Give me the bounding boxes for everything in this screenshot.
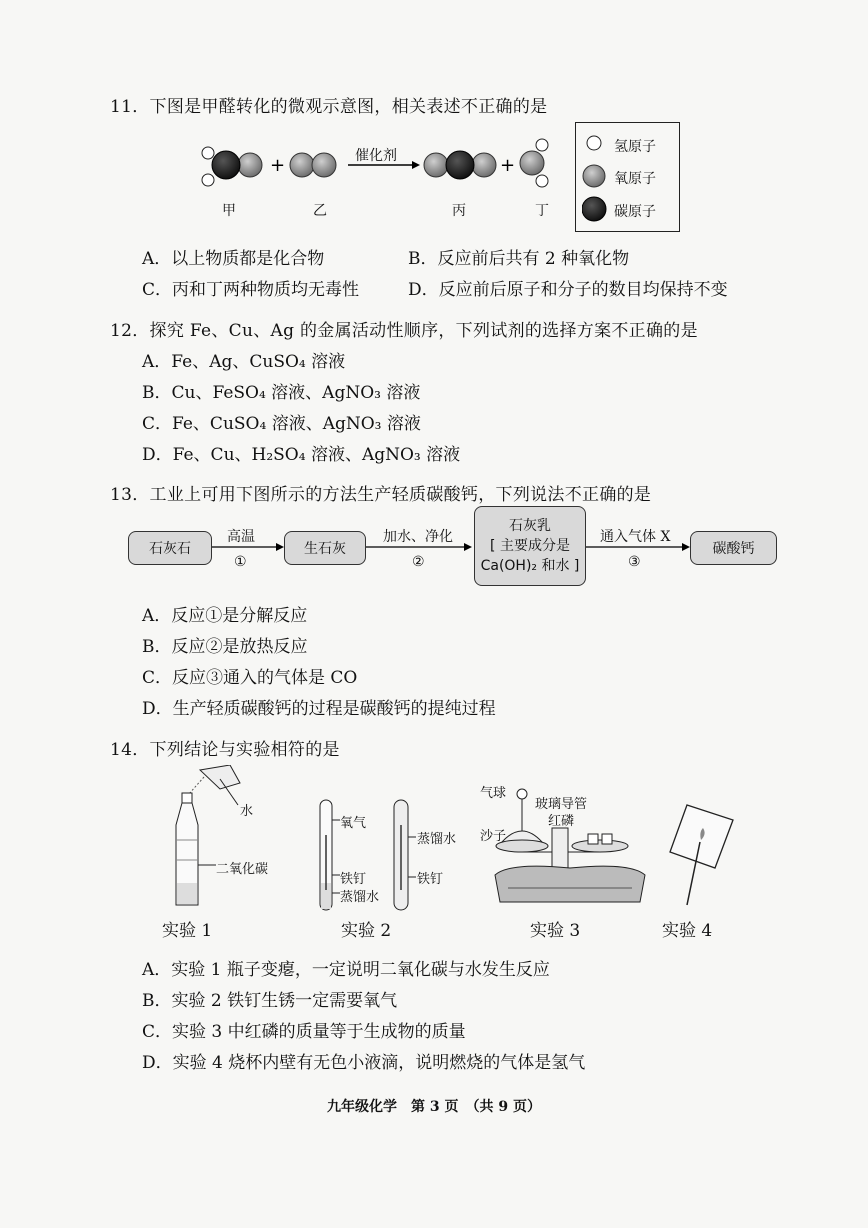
svg-text:+: + <box>500 155 516 176</box>
exp4-label: 实验 4 <box>662 921 713 941</box>
lime-milk-title: 石灰乳 <box>509 518 551 534</box>
arrow1-condition: 高温 <box>227 529 255 545</box>
legend-icons <box>582 131 608 226</box>
exp2-oxygen-label: 氧气 <box>340 816 367 831</box>
exp2-nail-label-left: 铁钉 <box>340 872 367 887</box>
q12-option-d[interactable]: D．Fe、Cu、H₂SO₄ 溶液、AgNO₃ 溶液 <box>142 445 461 465</box>
q11-option-d[interactable]: D．反应前后原子和分子的数目均保持不变 <box>408 280 728 300</box>
exp2-nail-label-right: 铁钉 <box>417 872 444 887</box>
exp1-label: 实验 1 <box>162 921 213 941</box>
q12-stem: 12．探究 Fe、Cu、Ag 的金属活动性顺序，下列试剂的选择方案不正确的是 <box>110 321 698 341</box>
q13-option-c[interactable]: C．反应③通入的气体是 CO <box>142 668 358 688</box>
q14-option-c[interactable]: C．实验 3 中红磷的质量等于生成物的质量 <box>142 1022 466 1042</box>
exp1-water-label: 水 <box>240 804 254 819</box>
exp3-label: 实验 3 <box>530 921 581 941</box>
exp1-co2-label: 二氧化碳 <box>216 862 269 877</box>
q13-option-d[interactable]: D．生产轻质碳酸钙的过程是碳酸钙的提纯过程 <box>142 699 496 719</box>
q11-option-b[interactable]: B．反应前后共有 2 种氧化物 <box>408 249 630 269</box>
arrow2-condition: 加水、净化 <box>383 529 453 545</box>
q14-stem: 14．下列结论与实验相符的是 <box>110 740 340 760</box>
arrow1-number: ① <box>234 554 247 570</box>
catalyst-label: 催化剂 <box>355 148 397 164</box>
svg-text:+: + <box>270 155 286 176</box>
lime-milk-components: Ca(OH)₂ 和水 ] <box>480 558 580 574</box>
q14-option-d[interactable]: D．实验 4 烧杯内壁有无色小液滴，说明燃烧的气体是氢气 <box>142 1053 586 1073</box>
box-limestone: 石灰石 <box>128 531 212 565</box>
legend-hydrogen: 氢原子 <box>614 139 656 155</box>
q11-option-a[interactable]: A．以上物质都是化合物 <box>142 249 325 269</box>
exp2-label: 实验 2 <box>341 921 392 941</box>
q12-option-b[interactable]: B．Cu、FeSO₄ 溶液、AgNO₃ 溶液 <box>142 383 421 403</box>
q14-option-b[interactable]: B．实验 2 铁钉生锈一定需要氧气 <box>142 991 398 1011</box>
exp3-tube-label: 玻璃导管 <box>535 797 588 812</box>
experiment1-bottle <box>160 765 250 915</box>
legend-oxygen: 氧原子 <box>614 171 656 187</box>
label-jia: 甲 <box>222 203 236 219</box>
page-footer: 九年级化学 第 3 页 （共 9 页） <box>327 1099 541 1115</box>
q12-option-c[interactable]: C．Fe、CuSO₄ 溶液、AgNO₃ 溶液 <box>142 414 421 434</box>
box-quicklime: 生石灰 <box>284 531 366 565</box>
q11-stem: 11．下图是甲醛转化的微观示意图，相关表述不正确的是 <box>110 97 548 117</box>
lime-milk-main: [ 主要成分是 <box>490 538 570 554</box>
label-bing: 丙 <box>452 203 466 219</box>
q14-option-a[interactable]: A．实验 1 瓶子变瘪，一定说明二氧化碳与水发生反应 <box>142 960 550 980</box>
q13-option-b[interactable]: B．反应②是放热反应 <box>142 637 308 657</box>
exp3-phosphorus-label: 红磷 <box>548 814 575 829</box>
label-ding: 丁 <box>535 203 549 219</box>
arrow2-number: ② <box>412 554 425 570</box>
exp3-sand-label: 沙子 <box>480 829 507 844</box>
arrow3-number: ③ <box>628 554 641 570</box>
box-calcium-carbonate: 碳酸钙 <box>690 531 777 565</box>
q11-option-c[interactable]: C．丙和丁两种物质均无毒性 <box>142 280 360 300</box>
q13-option-a[interactable]: A．反应①是分解反应 <box>142 606 308 626</box>
exp2-water-label-left: 蒸馏水 <box>340 890 380 905</box>
q12-option-a[interactable]: A．Fe、Ag、CuSO₄ 溶液 <box>142 352 346 372</box>
arrow3-condition: 通入气体 X <box>600 529 671 545</box>
q13-stem: 13．工业上可用下图所示的方法生产轻质碳酸钙，下列说法不正确的是 <box>110 485 652 505</box>
legend-carbon: 碳原子 <box>614 204 656 220</box>
exp2-water-label-right: 蒸馏水 <box>417 832 457 847</box>
exp3-balloon-label: 气球 <box>480 786 507 801</box>
atom-legend <box>575 122 680 232</box>
label-yi: 乙 <box>313 203 327 219</box>
experiment4-beaker <box>665 800 740 910</box>
